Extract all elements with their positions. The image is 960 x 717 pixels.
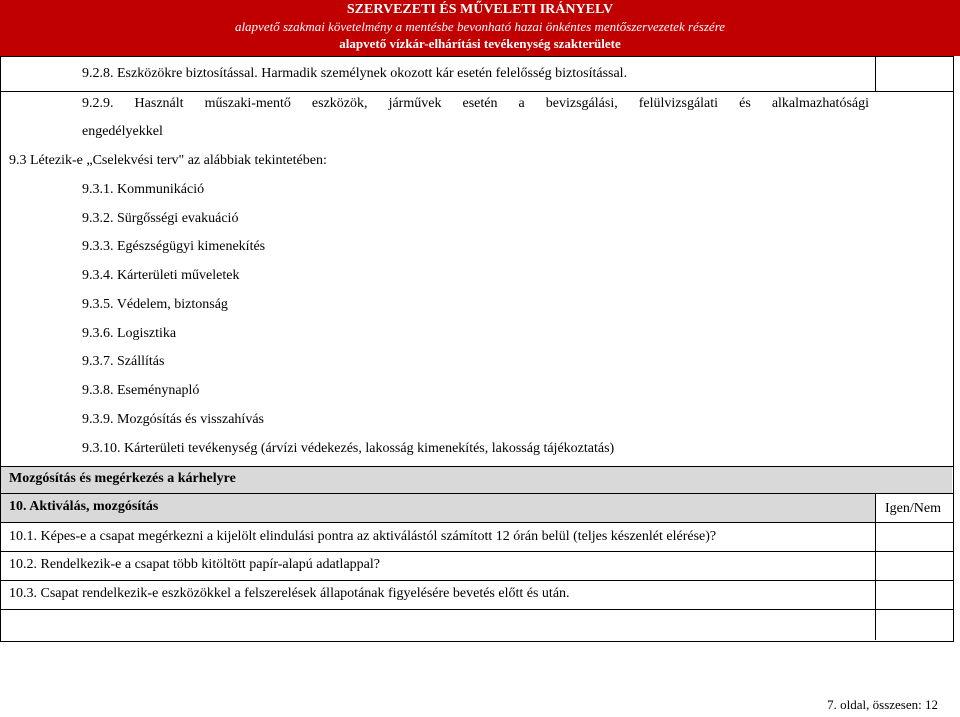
header-subtitle: alapvető szakmai követelmény a mentésbe bevonható hazai önkéntes mentőszervezetek részére <box>234 19 726 34</box>
answer-column-divider <box>875 494 876 640</box>
page-number: 7. oldal, összesen: 12 <box>827 697 938 712</box>
list-item: 9.3.8. Eseménynapló <box>82 383 200 398</box>
list-item: 9.3.10. Kárterületi tevékenység (árvízi védekezés, lakosság kimenekítés, lakosság tájékoztatás) <box>82 441 615 456</box>
upper-column-divider <box>875 56 876 91</box>
list-item: 9.3.4. Kárterületi műveletek <box>82 268 240 283</box>
list-item: 9.3.5. Védelem, biztonság <box>82 297 228 312</box>
header-title: SZERVEZETI ÉS MŰVELETI IRÁNYELV <box>346 2 614 17</box>
subsection-title: 10. Aktiválás, mozgósítás <box>9 499 159 514</box>
list-item: 9.3.7. Szállítás <box>82 354 165 369</box>
list-item: 9.3 Létezik-e „Cselekvési terv" az alábbiak tekintetében: <box>9 153 327 168</box>
question-row: 10.2. Rendelkezik-e a csapat több kitöltött papír-alapú adatlappal? <box>9 557 380 572</box>
row-divider <box>0 493 953 494</box>
list-item: engedélyekkel <box>82 124 163 139</box>
row-divider <box>0 466 953 467</box>
row-divider <box>0 91 953 92</box>
answer-column-label: Igen/Nem <box>885 501 941 516</box>
checklist-table <box>0 56 954 642</box>
list-item: 9.3.6. Logisztika <box>82 326 177 341</box>
list-item: 9.3.2. Sürgősségi evakuáció <box>82 211 239 226</box>
row-divider <box>0 551 953 552</box>
row-divider <box>0 580 953 581</box>
document-header <box>0 0 960 56</box>
section-heading: Mozgósítás és megérkezés a kárhelyre <box>9 471 236 486</box>
question-row: 10.1. Képes-e a csapat megérkezni a kijelölt elindulási pontra az aktiválástól számított 12 órán belül (teljes készenlét elérése)? <box>9 529 717 544</box>
list-item: 9.3.1. Kommunikáció <box>82 182 205 197</box>
row-divider <box>0 522 953 523</box>
list-item: 9.2.8. Eszközökre biztosítással. Harmadik személynek okozott kár esetén felelősség biztosítással. <box>82 66 628 81</box>
row-divider <box>0 609 953 610</box>
header-section: alapvető vízkár-elhárítási tevékenység szakterülete <box>339 36 621 51</box>
list-item: 9.2.9. Használt műszaki-mentő eszközök, járművek esetén a bevizsgálási, felülvizsgálati és alkalmazhatósági <box>82 96 869 111</box>
list-item: 9.3.3. Egészségügyi kimenekítés <box>82 239 266 254</box>
list-item: 9.3.9. Mozgósítás és visszahívás <box>82 412 264 427</box>
question-row: 10.3. Csapat rendelkezik-e eszközökkel a felszerelések állapotának figyelésére bevetés előtt és után. <box>9 586 570 601</box>
